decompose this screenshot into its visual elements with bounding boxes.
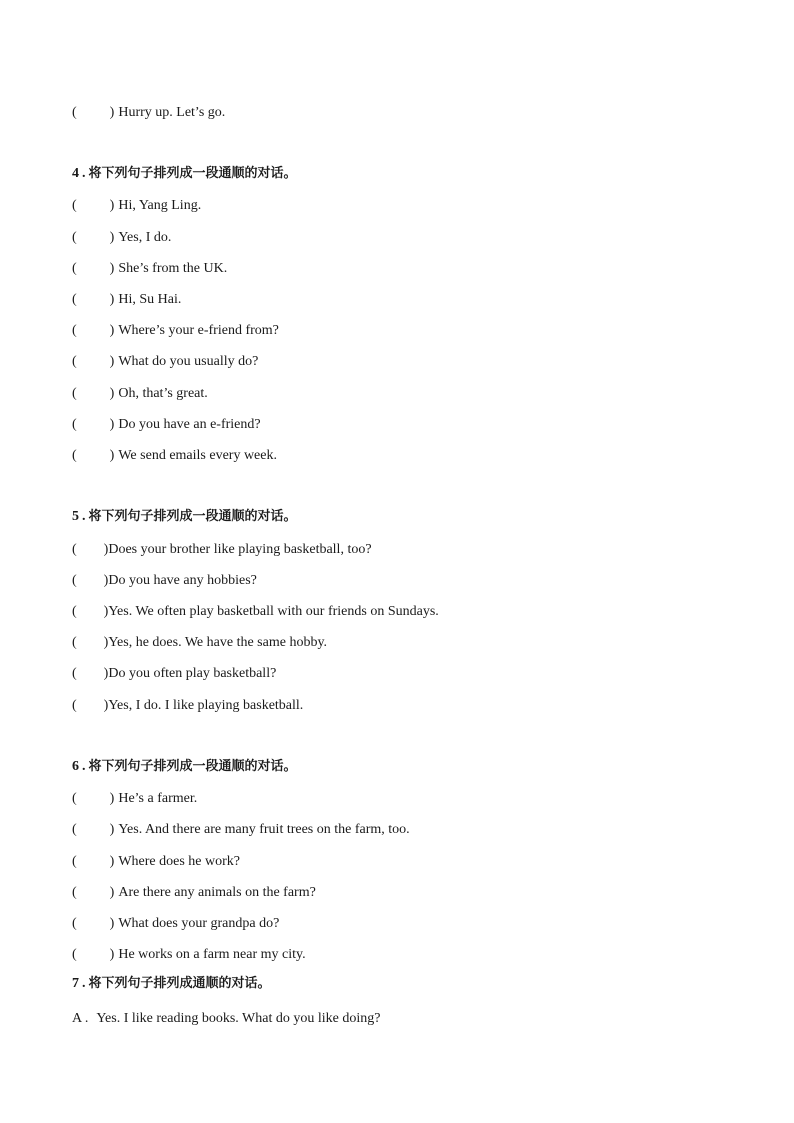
sentence: She’s from the UK. <box>118 261 228 276</box>
sentence: Yes, he does. We have the same hobby. <box>108 635 328 650</box>
q4-line <box>72 353 258 371</box>
answer-blank[interactable]: ( ) <box>72 698 109 713</box>
answer-blank[interactable]: ( ) <box>72 354 115 369</box>
sentence: He works on a farm near my city. <box>118 947 306 962</box>
q5-line <box>72 572 257 590</box>
sentence: We send emails every week. <box>118 448 277 463</box>
sentence: Yes. And there are many fruit trees on the farm, too. <box>118 822 410 837</box>
sentence: He’s a farmer. <box>118 791 198 806</box>
q4-line <box>72 447 277 465</box>
answer-blank[interactable]: ( ) <box>72 386 115 401</box>
q6-line <box>72 946 306 964</box>
sentence: Do you have an e-friend? <box>118 417 261 432</box>
q5-line <box>72 665 276 683</box>
q7-option-a <box>72 1010 380 1028</box>
answer-blank[interactable]: ( ) <box>72 854 115 869</box>
q5-line <box>72 634 327 652</box>
answer-blank[interactable]: ( ) <box>72 105 115 120</box>
sentence: Are there any animals on the farm? <box>118 885 316 900</box>
sentence: Oh, that’s great. <box>118 386 208 401</box>
sentence: What do you usually do? <box>118 354 259 369</box>
answer-blank[interactable]: ( ) <box>72 604 109 619</box>
sentence: Does your brother like playing basketball, too? <box>108 542 372 557</box>
answer-blank[interactable]: ( ) <box>72 542 109 557</box>
q5-line <box>72 603 439 621</box>
q6-line <box>72 853 240 871</box>
sentence: Hurry up. Let’s go. <box>118 105 226 120</box>
sentence: What does your grandpa do? <box>118 916 280 931</box>
answer-blank[interactable]: ( ) <box>72 885 115 900</box>
answer-blank[interactable]: ( ) <box>72 323 115 338</box>
q4-line <box>72 197 201 215</box>
sentence: Yes, I do. <box>118 230 172 245</box>
answer-blank[interactable]: ( ) <box>72 198 115 213</box>
sentence: Hi, Yang Ling. <box>118 198 202 213</box>
sentence: Do you often play basketball? <box>108 666 277 681</box>
sentence: Yes. I like reading books. What do you like doing? <box>96 1011 381 1026</box>
question-4-heading: 4 . 将下列句子排列成一段通顺的对话。 <box>72 166 297 181</box>
q4-line <box>72 385 208 403</box>
q5-line <box>72 697 303 715</box>
q4-line <box>72 416 261 434</box>
q6-line <box>72 915 279 933</box>
sentence: Yes, I do. I like playing basketball. <box>108 698 304 713</box>
q6-line <box>72 790 197 808</box>
answer-blank[interactable]: ( ) <box>72 822 115 837</box>
answer-blank[interactable]: ( ) <box>72 573 109 588</box>
question-5-heading: 5 . 将下列句子排列成一段通顺的对话。 <box>72 509 297 524</box>
question-6-heading: 6 . 将下列句子排列成一段通顺的对话。 <box>72 759 297 774</box>
answer-blank[interactable]: ( ) <box>72 448 115 463</box>
sentence: Do you have any hobbies? <box>108 573 257 588</box>
answer-blank[interactable]: ( ) <box>72 947 115 962</box>
answer-blank[interactable]: ( ) <box>72 417 115 432</box>
sentence: Hi, Su Hai. <box>118 292 182 307</box>
sentence: Yes. We often play basketball with our friends on Sundays. <box>108 604 439 619</box>
answer-line <box>72 104 225 122</box>
answer-blank[interactable]: ( ) <box>72 230 115 245</box>
q5-line <box>72 541 372 559</box>
answer-blank[interactable]: ( ) <box>72 666 109 681</box>
answer-blank[interactable]: ( ) <box>72 635 109 650</box>
q6-line <box>72 884 316 902</box>
answer-blank[interactable]: ( ) <box>72 261 115 276</box>
q4-line <box>72 260 227 278</box>
sentence: Where’s your e-friend from? <box>118 323 279 338</box>
question-7-heading: 7 . 将下列句子排列成通顺的对话。 <box>72 976 271 991</box>
sentence: Where does he work? <box>118 854 241 869</box>
q4-line <box>72 229 171 247</box>
q4-line <box>72 322 279 340</box>
answer-blank[interactable]: ( ) <box>72 791 115 806</box>
q4-line <box>72 291 181 309</box>
option-label: A . <box>72 1011 89 1026</box>
answer-blank[interactable]: ( ) <box>72 916 115 931</box>
q6-line <box>72 821 410 839</box>
answer-blank[interactable]: ( ) <box>72 292 115 307</box>
